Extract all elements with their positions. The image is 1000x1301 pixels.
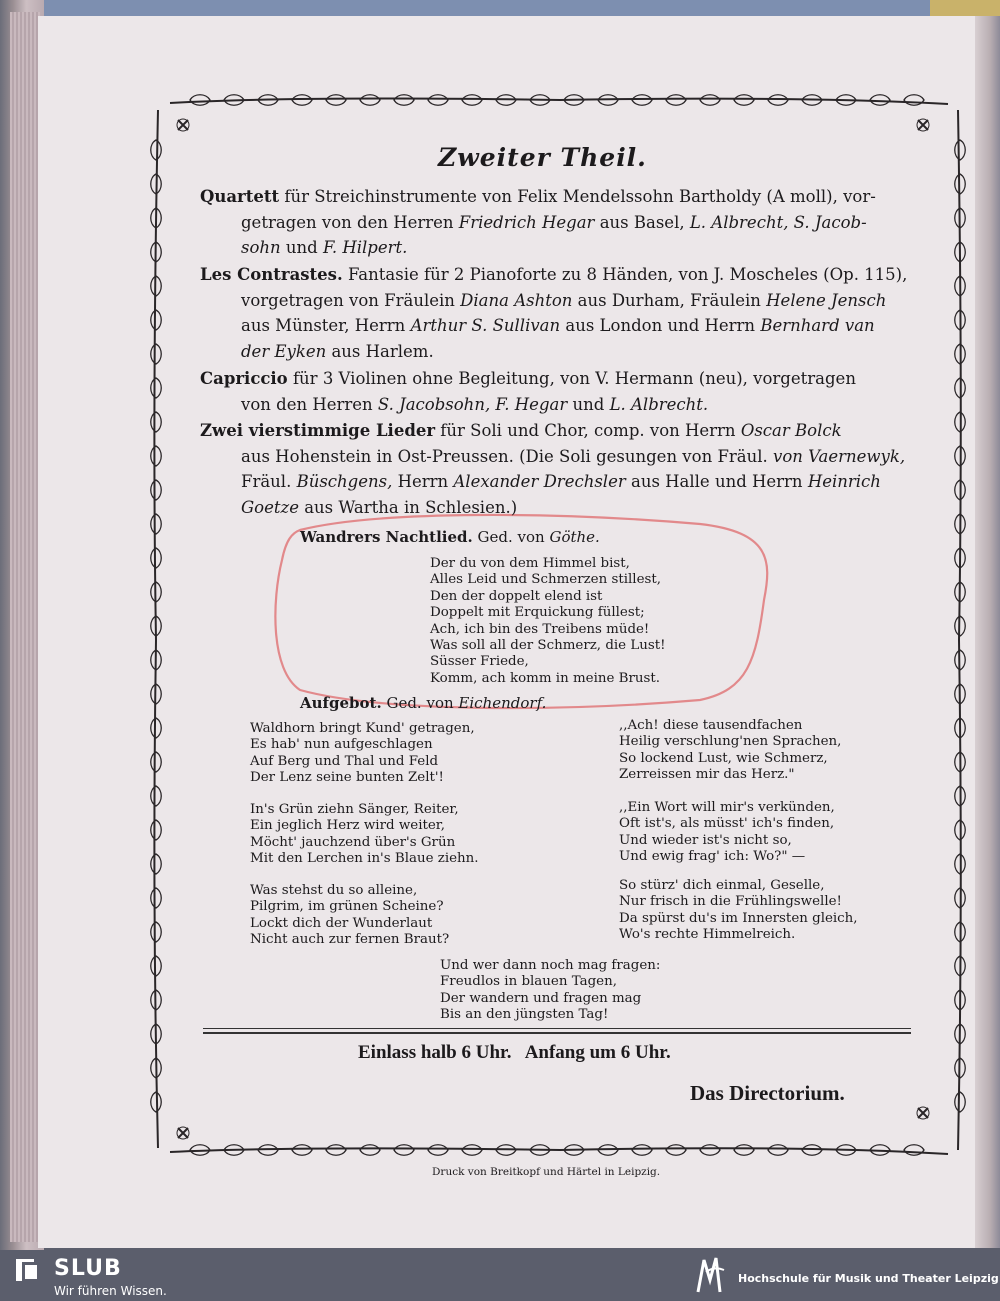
start-time: Anfang um 6 Uhr. bbox=[524, 1042, 671, 1063]
entry-performer-name: F. Hilpert. bbox=[322, 238, 408, 257]
entry-performer-name: der Eyken bbox=[241, 341, 327, 361]
poem2-final-stanza: Und wer dann noch mag fragen: Freudlos in blauen Tagen, Der wandern und fragen mag Bis an den jüngsten Tag! bbox=[440, 958, 661, 1023]
entry-performer-name: Diana Ashton bbox=[460, 290, 573, 310]
admission-time: Einlass halb 6 Uhr. bbox=[358, 1042, 512, 1063]
section-title: Zweiter Theil. bbox=[438, 143, 647, 172]
entry-performer-name: L. Albrecht. bbox=[609, 394, 709, 414]
entry-text: aus Münster, Herrn bbox=[241, 316, 411, 335]
entry-performer-name: S. Jacobsohn, F. Hegar bbox=[377, 394, 568, 414]
divider-thin bbox=[203, 1028, 911, 1029]
poem2-title: Aufgebot. bbox=[300, 694, 382, 712]
entry-work-title: Zwei vierstimmige Lieder bbox=[200, 421, 436, 440]
program-entry-2-line-3 bbox=[241, 313, 875, 339]
poem1-credit: Ged. von bbox=[477, 528, 545, 546]
program-entry-4-line-4 bbox=[241, 495, 517, 521]
entry-performer-name: Heinrich bbox=[807, 472, 881, 491]
entry-text: aus Wartha in Schlesien.) bbox=[298, 497, 518, 517]
entry-text: aus Basel, bbox=[594, 212, 690, 232]
entry-text: und bbox=[280, 238, 323, 257]
program-entry-3-line-2 bbox=[241, 392, 708, 418]
poem2-right-stanza-3: So stürz' dich einmal, Geselle, Nur frisch in die Frühlingswelle! Da spürst du's im Innersten gleich, Wo's rechte Himmelreich. bbox=[619, 878, 858, 943]
poem2-left-stanza-3: Was stehst du so alleine, Pilgrim, im grünen Scheine? Lockt dich der Wunderlaut Nicht auch zur fernen Braut? bbox=[250, 883, 450, 948]
program-entry-4-line-2 bbox=[241, 444, 905, 470]
entry-work-title: Capriccio bbox=[200, 369, 288, 388]
program-entry-4-line-3 bbox=[241, 469, 881, 495]
entry-text: aus Hohenstein in Ost-Preussen. (Die Soli gesungen von Fräul. bbox=[241, 446, 774, 466]
poem1-title: Wandrers Nachtlied. bbox=[300, 528, 473, 546]
entry-text: Fräul. bbox=[241, 472, 297, 491]
entry-text: und bbox=[567, 394, 610, 414]
entry-performer-name: von Vaernewyk, bbox=[773, 446, 906, 466]
divider-thick bbox=[203, 1032, 911, 1034]
entry-performer-name: Oscar Bolck bbox=[740, 421, 842, 440]
entry-performer-name: L. Albrecht, S. Jacob- bbox=[689, 212, 867, 232]
entry-text: Herrn bbox=[392, 472, 454, 491]
poem2-heading bbox=[300, 694, 546, 712]
entry-performer-name: Alexander Drechsler bbox=[453, 472, 626, 491]
entry-work-title: Les Contrastes. bbox=[200, 265, 343, 284]
entry-text: für Soli und Chor, comp. von Herrn bbox=[435, 421, 741, 440]
poem2-left-stanza-2: In's Grün ziehn Sänger, Reiter, Ein jeglich Herz wird weiter, Möcht' jauchzend über's Grün Mit den Lerchen in's Blaue ziehn. bbox=[250, 802, 479, 867]
hfm-logo-icon[interactable] bbox=[690, 1252, 730, 1298]
admission-line bbox=[358, 1042, 671, 1064]
entry-performer-name: sohn bbox=[241, 238, 281, 257]
entry-text: vorgetragen von Fräulein bbox=[241, 290, 461, 310]
poem2-author: Eichendorf. bbox=[458, 694, 547, 712]
entry-performer-name: Goetze bbox=[241, 497, 299, 517]
entry-text: Fantasie für 2 Pianoforte zu 8 Händen, von J. Moscheles (Op. 115), bbox=[342, 265, 908, 284]
entry-performer-name: Büschgens, bbox=[296, 472, 393, 491]
poem2-left-stanza-1: Waldhorn bringt Kund' getragen, Es hab' nun aufgeschlagen Auf Berg und Thal und Feld Der Lenz seine bunten Zelt'! bbox=[250, 721, 475, 786]
poem1-heading bbox=[300, 528, 600, 546]
entry-text: für 3 Violinen ohne Begleitung, von V. Hermann (neu), vorgetragen bbox=[287, 369, 856, 388]
program-entry-1-line-1 bbox=[200, 184, 876, 210]
program-entry-2-line-1 bbox=[200, 262, 907, 288]
program-entry-1-line-2 bbox=[241, 210, 867, 236]
entry-text: aus Durham, Fräulein bbox=[572, 290, 767, 310]
entry-performer-name: Bernhard van bbox=[760, 316, 875, 335]
entry-performer-name: Friedrich Hegar bbox=[458, 212, 595, 232]
slub-logo-icon[interactable] bbox=[14, 1257, 40, 1283]
entry-performer-name: Arthur S. Sullivan bbox=[410, 316, 561, 335]
institution-name[interactable]: Hochschule für Musik und Theater Leipzig bbox=[738, 1272, 999, 1285]
printer-credit: Druck von Breitkopf und Härtel in Leipzig. bbox=[432, 1166, 661, 1178]
poem1-author: Göthe. bbox=[549, 528, 600, 546]
program-entry-1-line-3 bbox=[241, 235, 407, 261]
program-entry-4-line-1 bbox=[200, 418, 842, 444]
program-entry-2-line-2 bbox=[241, 288, 886, 314]
slub-name[interactable]: SLUB bbox=[54, 1256, 122, 1281]
slub-tagline: Wir führen Wissen. bbox=[54, 1284, 167, 1298]
poem2-right-stanza-1: ,,Ach! diese tausendfachen Heilig verschlung'nen Sprachen, So lockend Lust, wie Schmerz, Zerreissen mir das Herz." bbox=[619, 718, 842, 783]
poem2-credit: Ged. von bbox=[386, 694, 454, 712]
entry-text: aus Harlem. bbox=[326, 341, 434, 361]
entry-text: getragen von den Herren bbox=[241, 212, 459, 232]
program-entry-2-line-4 bbox=[241, 339, 434, 365]
poem2-right-stanza-2: ,,Ein Wort will mir's verkünden, Oft ist's, als müsst' ich's finden, Und wieder ist's nicht so, Und ewig frag' ich: Wo?" — bbox=[619, 800, 835, 865]
poem1-text: Der du von dem Himmel bist, Alles Leid und Schmerzen stillest, Den der doppelt elend ist Doppelt mit Erquickung füllest; Ach, ich bin des Treibens müde! Was soll all der Schmerz, die Lust! Süsser Friede, Komm, ach komm in meine Brust. bbox=[430, 556, 666, 686]
program-entry-3-line-1 bbox=[200, 366, 856, 392]
entry-text: aus Halle und Herrn bbox=[625, 472, 808, 491]
entry-work-title: Quartett bbox=[200, 187, 280, 206]
entry-text: von den Herren bbox=[241, 394, 378, 414]
entry-text: für Streichinstrumente von Felix Mendelssohn Bartholdy (A moll), vor- bbox=[279, 187, 876, 206]
entry-text: aus London und Herrn bbox=[560, 316, 761, 335]
signature: Das Directorium. bbox=[690, 1081, 845, 1105]
entry-performer-name: Helene Jensch bbox=[766, 290, 887, 310]
